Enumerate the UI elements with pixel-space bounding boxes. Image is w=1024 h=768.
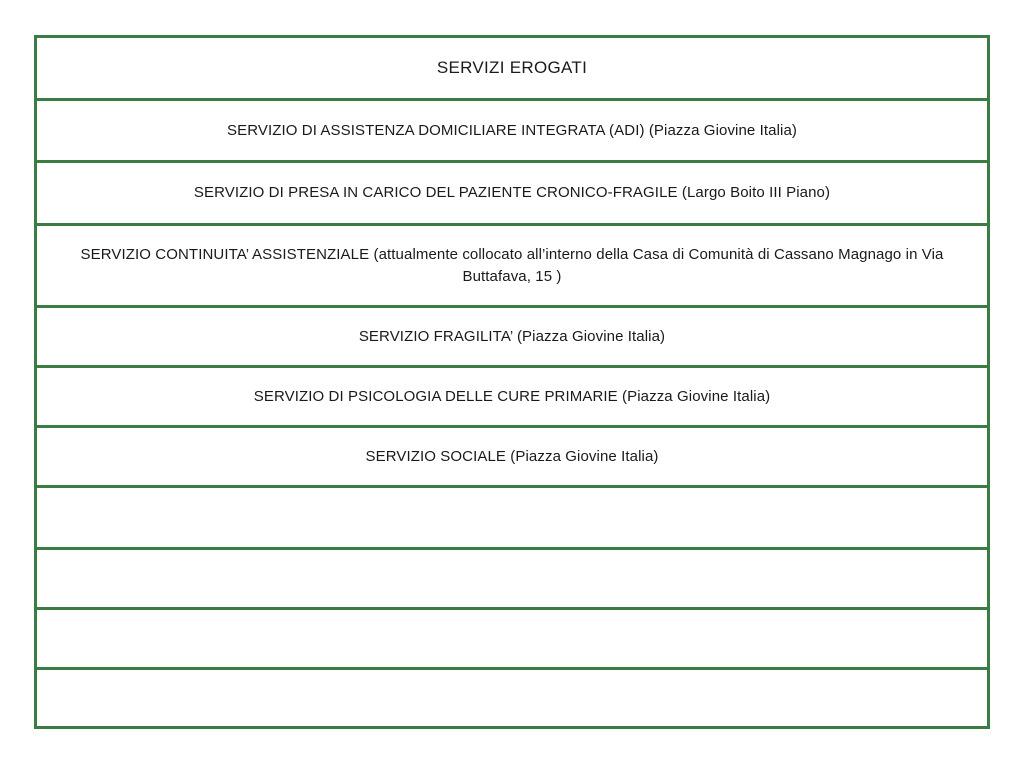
table-row [37, 428, 987, 488]
empty-table-row [37, 610, 987, 670]
empty-table-row [37, 670, 987, 726]
table-row [37, 101, 987, 163]
table-header [37, 38, 987, 101]
services-table [34, 35, 990, 729]
service-adi: SERVIZIO DI ASSISTENZA DOMICILIARE INTEGRATA (ADI) (Piazza Giovine Italia) [226, 121, 798, 139]
table-row [37, 308, 987, 368]
service-continuita-assistenziale: SERVIZIO CONTINUITA’ ASSISTENZIALE (attualmente collocato all’interno della Casa di Comunità di Cassano Magnago in Via Buttafava, 15 ) [80, 245, 944, 285]
empty-table-row [37, 488, 987, 550]
service-psicologia: SERVIZIO DI PSICOLOGIA DELLE CURE PRIMARIE (Piazza Giovine Italia) [253, 387, 771, 405]
empty-table-row [37, 550, 987, 610]
table-header-label: SERVIZI EROGATI [436, 58, 588, 77]
table-row [37, 368, 987, 428]
service-cronico-fragile: SERVIZIO DI PRESA IN CARICO DEL PAZIENTE CRONICO-FRAGILE (Largo Boito III Piano) [193, 184, 831, 201]
service-sociale: SERVIZIO SOCIALE (Piazza Giovine Italia) [365, 447, 659, 465]
table-row [37, 226, 987, 308]
table-row [37, 163, 987, 226]
service-fragilita: SERVIZIO FRAGILITA’ (Piazza Giovine Italia) [358, 327, 666, 345]
